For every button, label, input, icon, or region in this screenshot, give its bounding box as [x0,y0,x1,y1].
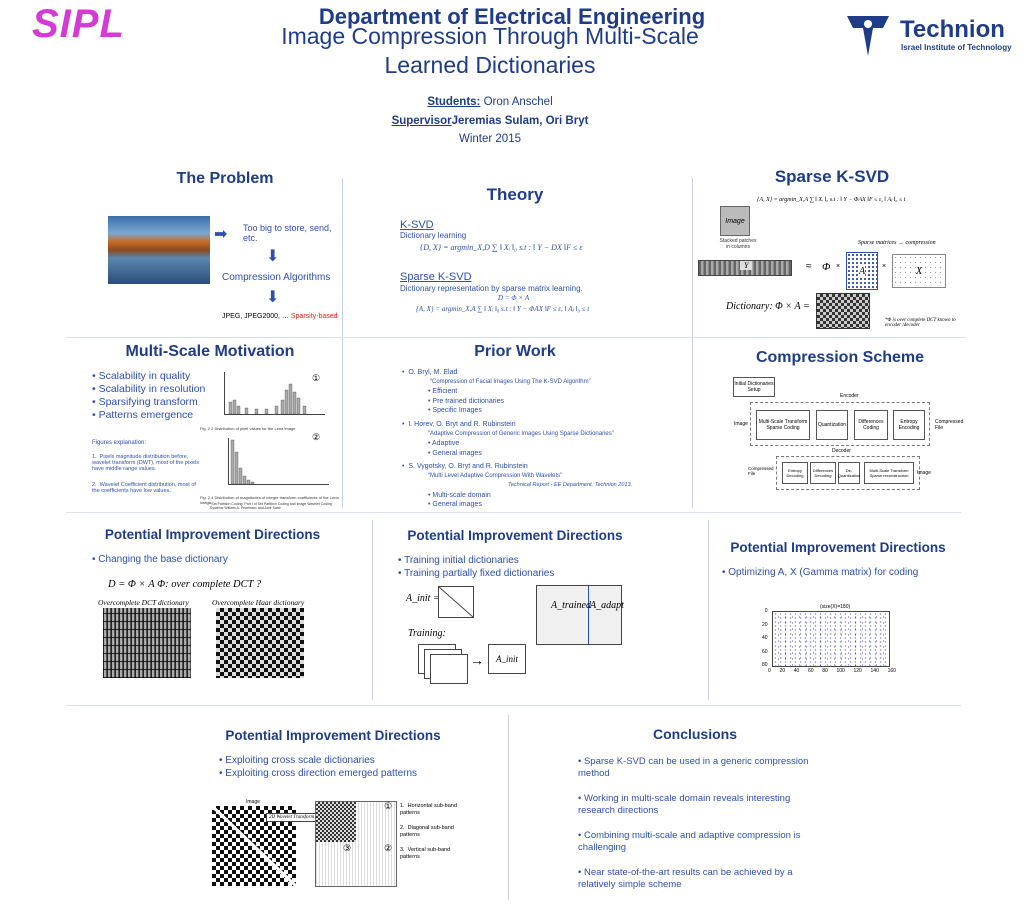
pid4-bullets [219,754,417,780]
ksvd-equation: {D, X} = argmin_X,D ∑ ‖ Xᵢ ‖₀ s.t : ‖ Y − DX ‖F ≤ ε [420,243,583,252]
arrow-right-icon: ➡ [214,226,228,243]
approx-sign: ≈ [806,261,812,272]
msm-bullet: • Sparsifying transform [92,396,205,409]
haar-dictionary-image [216,608,304,678]
gamma-xticks: 0 20 40 60 80 100 120 140 160 [768,668,896,674]
enc-box: Entropy Encoding [893,410,925,440]
conclusion-item: • Sparse K-SVD can be used in a generic compression method [578,756,809,779]
dec-box: Entropy Decoding [782,462,808,484]
sparse-ksvd-equation: {A, X} = argmin_X,A ∑ ‖ Xᵢ ‖₀ s.t : ‖ Y − ΦAX ‖F ≤ ε, ‖ Aⱼ ‖₀ ≤ t [757,197,906,203]
scheme-title: Compression Scheme [755,349,925,366]
prior-work-title: Prior Work [474,343,556,360]
pid2-bullet: • Training initial dictionaries [398,554,554,567]
figure-expl-2: 2. Wavelet Coefficient distribution, most of the coefficients have low values. [92,482,196,494]
pid1-equation: D = Φ × A Φ: over complete DCT ? [108,579,262,590]
fig-marker-1: ① [312,373,321,383]
subband-legend: 1. Horizontal sub-band patterns 2. Diagonal sub-band patterns 3. Vertical sub-band patterns [400,803,457,860]
ksvd-heading: K-SVD [400,219,434,231]
pid4-title: Potential Improvement Directions [225,728,441,743]
pid2-title: Potential Improvement Directions [407,528,623,543]
histogram-pixels [224,372,325,415]
compressed-file-label: Compressed File [935,419,964,431]
problem-text-3: JPEG, JPEG2000, … Sparsity-based [222,313,338,320]
image-in-label: Image [734,421,748,427]
ainit-label: A_init = [406,593,440,604]
gamma-plot-title: (size(X)=180) [820,604,851,610]
divider [372,520,373,700]
ainit-box: A_init [488,644,526,674]
ksvd-desc: Dictionary learning [400,231,467,240]
msm-reference: *Set Partition Coding: Part I of Set Partition Coding and Image Wavelet Coding Systems William A. Pearlman¹ and Amir Said² [210,502,332,510]
poster-title-line2: Learned Dictionaries [384,52,596,78]
gamma-yticks: 0 20 40 60 80 [762,608,768,668]
times-sign: × [836,263,841,270]
problem-title: The Problem [176,170,274,187]
term: Winter 2015 [458,133,521,145]
msm-bullet: • Patterns emergence [92,409,205,422]
x-matrix: X [892,254,946,288]
divider [692,178,693,508]
sparse-note: Sparse matrices → compression [858,240,936,246]
divider [66,705,961,706]
caption-1: Fig. 2.2 Distribution of pixel values for the Lena image [200,426,296,431]
problem-text-2: Compression Algorithms [222,272,331,283]
problem-text-1: Too big to store, send, etc. [243,223,332,243]
dec-box: Differences Decoding [810,462,836,484]
enc-box: Multi-Scale Transform Sparse Coding [756,410,810,440]
wavelet-transform-label: 2D Wavelet Transform [266,813,317,822]
technion-logo-icon [843,12,893,58]
a-matrix: A [846,252,878,290]
y-label: Y [740,261,752,270]
image-out-label: Image [917,470,931,476]
conclusion-item: • Combining multi-scale and adaptive compression is challenging [578,830,801,853]
figure-expl-1: 1. Pixels magnitude distribution before, wavelet transform (DWT), most of the pixels have middle range values. [92,454,199,472]
arrow-right-icon: → [470,652,484,668]
encoder-label: Encoder [840,393,859,399]
pid2-bullets [398,554,554,580]
msm-bullets [92,370,205,422]
supervisor-label: Supervisor [391,115,452,127]
technion-name: Technion [900,16,1005,43]
theory-title: Theory [486,185,544,204]
divider [706,337,966,338]
students-label: Students: [427,96,481,108]
dec-box: Multi-Scale Transform Sparse reconstruction [864,462,914,484]
divider [708,520,709,700]
image-label: Image [246,799,260,805]
students-names: Oron Anschel [483,96,553,108]
prior-item-2: • I. Horev, O. Bryt and R. Rubinstein “Adaptive Compression of Generic Images Using Sparse Dictionaries” • Adaptive • General images [402,421,614,457]
sparsity-label: Sparsity-based [290,313,338,320]
sparse-ksvd-title: Sparse K-SVD [774,167,890,186]
compressed-in-label: Compressed File [748,466,774,476]
prior-item-3: • S. Vygotsky, O. Bryt and R. Rubinstein “Multi Level Adaptive Compression With Wavelets” Technical Report - EE Department, Technion 2013. • Multi-scale domain • General images [402,463,633,508]
supervisor-line [0,115,980,127]
subband-marker-1: ① [384,801,393,811]
arrow-down-icon: ⬇ [266,248,280,265]
histogram-coeffs [228,438,329,485]
enc-box: Differences Coding [854,410,888,440]
identity-matrix [438,586,474,618]
dictionary-grid [816,293,870,329]
phi-label: Φ [822,261,831,273]
conclusions-title: Conclusions [652,726,737,742]
conclusion-item: • Near state-of-the-art results can be achieved by a relatively simple scheme [578,867,793,890]
pid3-bullet: • Optimizing A, X (Gamma matrix) for coding [722,566,918,579]
aadapt-label: A_adapt [590,600,624,611]
sipl-logo: SIPL [32,2,125,46]
init-dictionaries-box: Initial Dictionaries Setup [733,377,775,397]
students-line [0,96,980,108]
technion-sub: Israel Institute of Technology [901,43,1012,52]
sparse-ksvd-eq1: D = Φ × A [498,294,530,302]
atrained-label: A_trained [551,600,591,611]
arrow-down-icon: ⬇ [266,289,280,306]
conclusions-list [578,756,818,891]
caption-2: Fig. 2.4 Distribution of magnitudes of integer transform coefficients of the Lena image [200,495,339,505]
dct-dictionary-image [103,608,191,678]
pid1-bullet: • Changing the base dictionary [92,553,228,566]
decoder-label: Decoder [832,448,851,454]
supervisor-names: Jeremias Sulam, Ori Bryt [451,115,589,127]
poster-title-line1: Image Compression Through Multi-Scale [281,23,699,49]
enc-box: Quantization [816,410,848,440]
sparse-ksvd-desc: Dictionary representation by sparse matrix learning. [400,284,583,293]
figures-explanation-title: Figures explanation: [92,440,147,446]
dec-box: De-Quantization [838,462,860,484]
trained-adapt-matrix [536,585,622,645]
sparse-ksvd-heading: Sparse K-SVD [400,271,472,283]
gamma-plot [772,611,890,667]
times-sign: × [882,263,887,270]
image-patch: Image [720,206,750,236]
msm-bullet: • Scalability in resolution [92,383,205,396]
subband-marker-3: ③ [343,843,352,853]
pid4-bullet: • Exploiting cross direction emerged patterns [219,767,417,780]
training-label: Training: [408,628,446,639]
image-stack [418,644,468,684]
msm-bullet: • Scalability in quality [92,370,205,383]
pid4-bullet: • Exploiting cross scale dictionaries [219,754,417,767]
pid2-bullet: • Training partially fixed dictionaries [398,567,554,580]
landscape-image [108,216,210,284]
pid3-title: Potential Improvement Directions [730,540,946,555]
subband-marker-2: ② [384,843,393,853]
dct-caption: Overcomplete DCT dictionary [98,598,189,607]
fig-marker-2: ② [312,432,321,442]
divider [66,512,961,513]
prior-item-1: • O. Bryl, M. Elad “Compression of Facial Images Using The K-SVD Algorithm” • Efficient • Pre trained dictionaries • Specific Images [402,369,591,414]
conclusion-item: • Working in multi-scale domain reveals interesting research directions [578,793,791,816]
divider [66,337,706,338]
stacked-label: Stacked patches in columns [719,238,757,250]
pid1-title: Potential Improvement Directions [104,527,321,542]
phi-note: *Φ is over complete DCT known to encoder /decoder [885,318,956,328]
haar-caption: Overcomplete Haar dictionary [212,598,305,607]
department-title: Department of Electrical Engineering [318,4,706,29]
msm-title: Multi-Scale Motivation [125,343,295,360]
divider [508,715,509,900]
dictionary-label: Dictionary: Φ × A = [726,301,810,312]
sparse-ksvd-eq2: {A, X} = argmin_X,A ∑ ‖ Xᵢ ‖₀ s.t : ‖ Y − ΦAX ‖F ≤ ε, ‖ Aⱼ ‖₀ ≤ t [416,305,590,313]
